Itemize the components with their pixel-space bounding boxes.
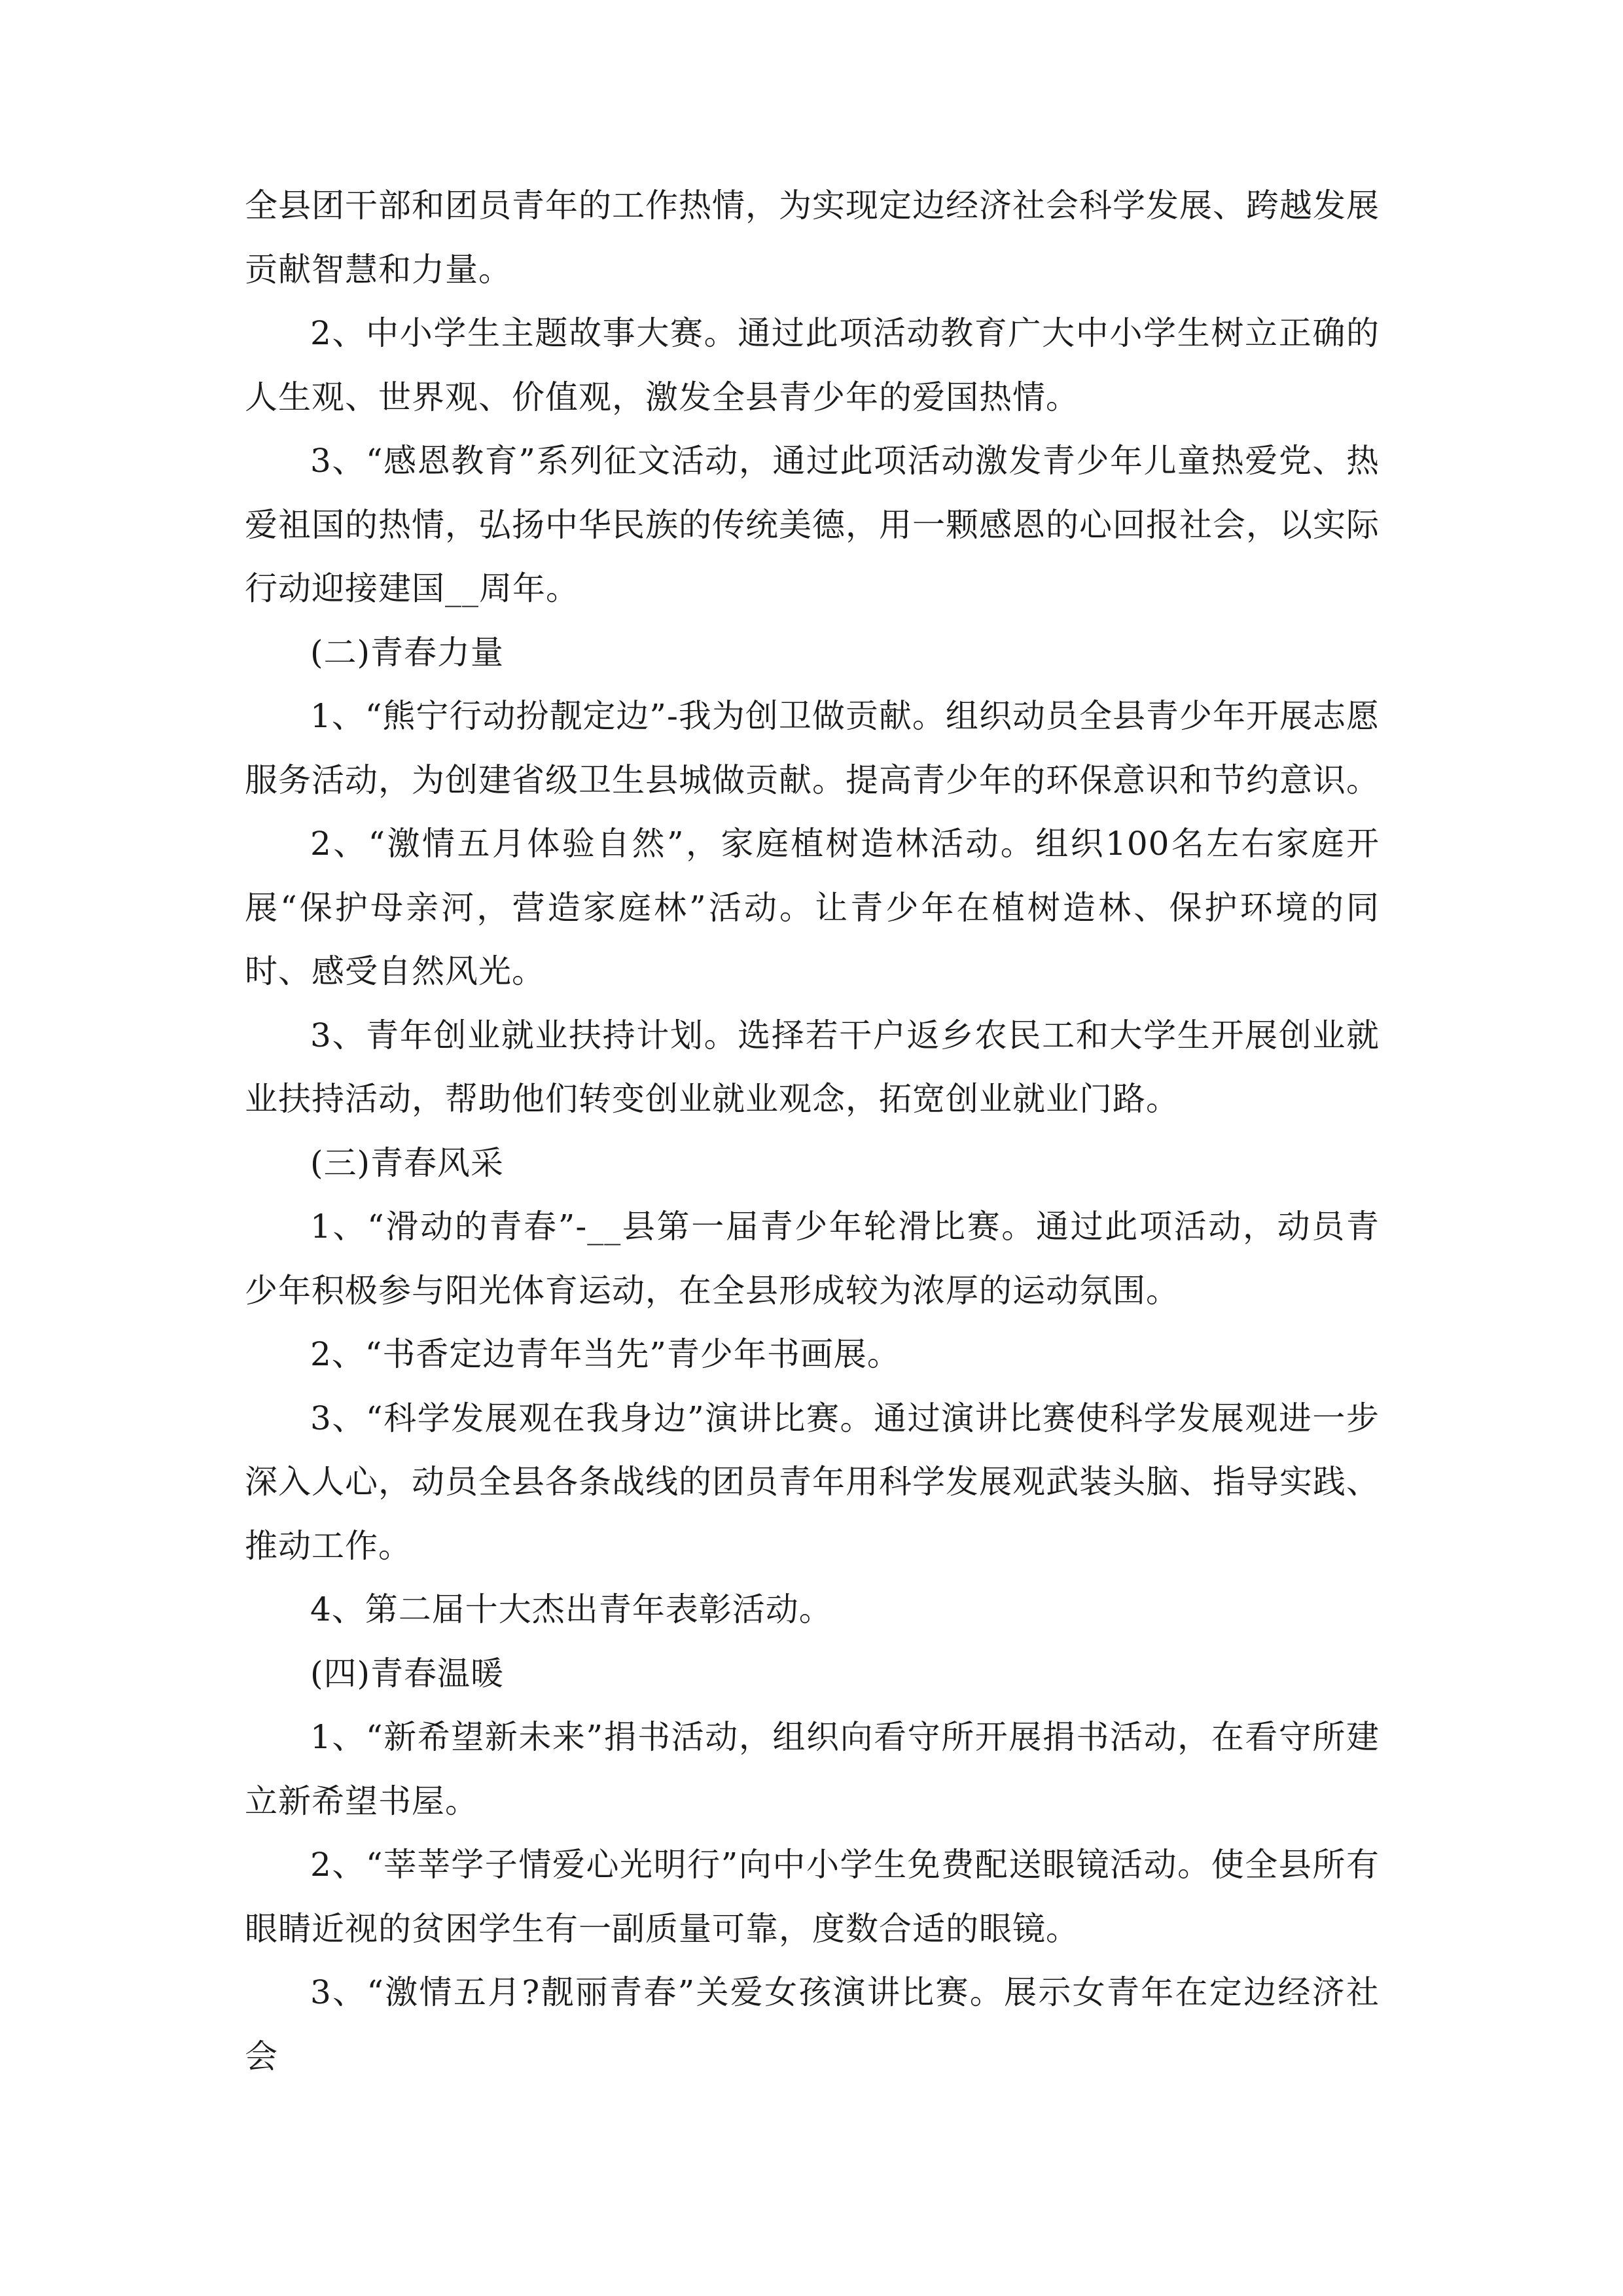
paragraph-item-gratitude-essay: 3、“感恩教育”系列征文活动，通过此项活动激发青少年儿童热爱党、热爱祖国的热情，弘扬中华民族的传统美德，用一颗感恩的心回报社会，以实际行动迎接建国__周年。 bbox=[245, 442, 1380, 607]
document-page bbox=[245, 174, 1380, 2089]
paragraph-item-entrepreneurship: 3、青年创业就业扶持计划。选择若干户返乡农民工和大学生开展创业就业扶持活动，帮助他们转变创业就业观念，拓宽创业就业门路。 bbox=[245, 1016, 1380, 1118]
paragraph-item-speech-contest: 3、“科学发展观在我身边”演讲比赛。通过演讲比赛使科学发展观进一步深入人心，动员全县各条战线的团员青年用科学发展观武装头脑、指导实践、推动工作。 bbox=[245, 1399, 1380, 1565]
paragraph-item-eyeglasses: 2、“莘莘学子情爱心光明行”向中小学生免费配送眼镜活动。使全县所有眼睛近视的贫困学生有一副质量可靠，度数合适的眼镜。 bbox=[245, 1846, 1380, 1948]
paragraph-item-calligraphy: 2、“书香定边青年当先”青少年书画展。 bbox=[310, 1335, 901, 1373]
paragraph-item-girls-speech: 3、“激情五月?靓丽青春”关爱女孩演讲比赛。展示女青年在定边经济社会 bbox=[245, 1973, 1380, 2075]
section-heading-youth-warmth: (四)青春温暖 bbox=[310, 1654, 505, 1693]
paragraph-continuation: 全县团干部和团员青年的工作热情，为实现定边经济社会科学发展、跨越发展贡献智慧和力量。 bbox=[245, 187, 1380, 289]
paragraph-item-tree-planting: 2、“激情五月体验自然”，家庭植树造林活动。组织100名左右家庭开展“保护母亲河，营造家庭林”活动。让青少年在植树造林、保护环境的同时、感受自然风光。 bbox=[245, 825, 1380, 990]
paragraph-item-youth-awards: 4、第二届十大杰出青年表彰活动。 bbox=[310, 1590, 832, 1628]
section-heading-youth-style: (三)青春风采 bbox=[310, 1143, 505, 1182]
paragraph-item-book-donation: 1、“新希望新未来”捐书活动，组织向看守所开展捐书活动，在看守所建立新希望书屋。 bbox=[245, 1718, 1380, 1820]
paragraph-item-skating: 1、“滑动的青春”-__县第一届青少年轮滑比赛。通过此项活动，动员青少年积极参与阳光体育运动，在全县形成较为浓厚的运动氛围。 bbox=[245, 1208, 1380, 1310]
section-heading-youth-power: (二)青春力量 bbox=[310, 633, 505, 672]
paragraph-item-volunteer: 1、“熊宁行动扮靓定边”-我为创卫做贡献。组织动员全县青少年开展志愿服务活动，为创建省级卫生县城做贡献。提高青少年的环保意识和节约意识。 bbox=[245, 697, 1380, 799]
paragraph-item-story-contest: 2、中小学生主题故事大赛。通过此项活动教育广大中小学生树立正确的人生观、世界观、价值观，激发全县青少年的爱国热情。 bbox=[245, 314, 1380, 416]
